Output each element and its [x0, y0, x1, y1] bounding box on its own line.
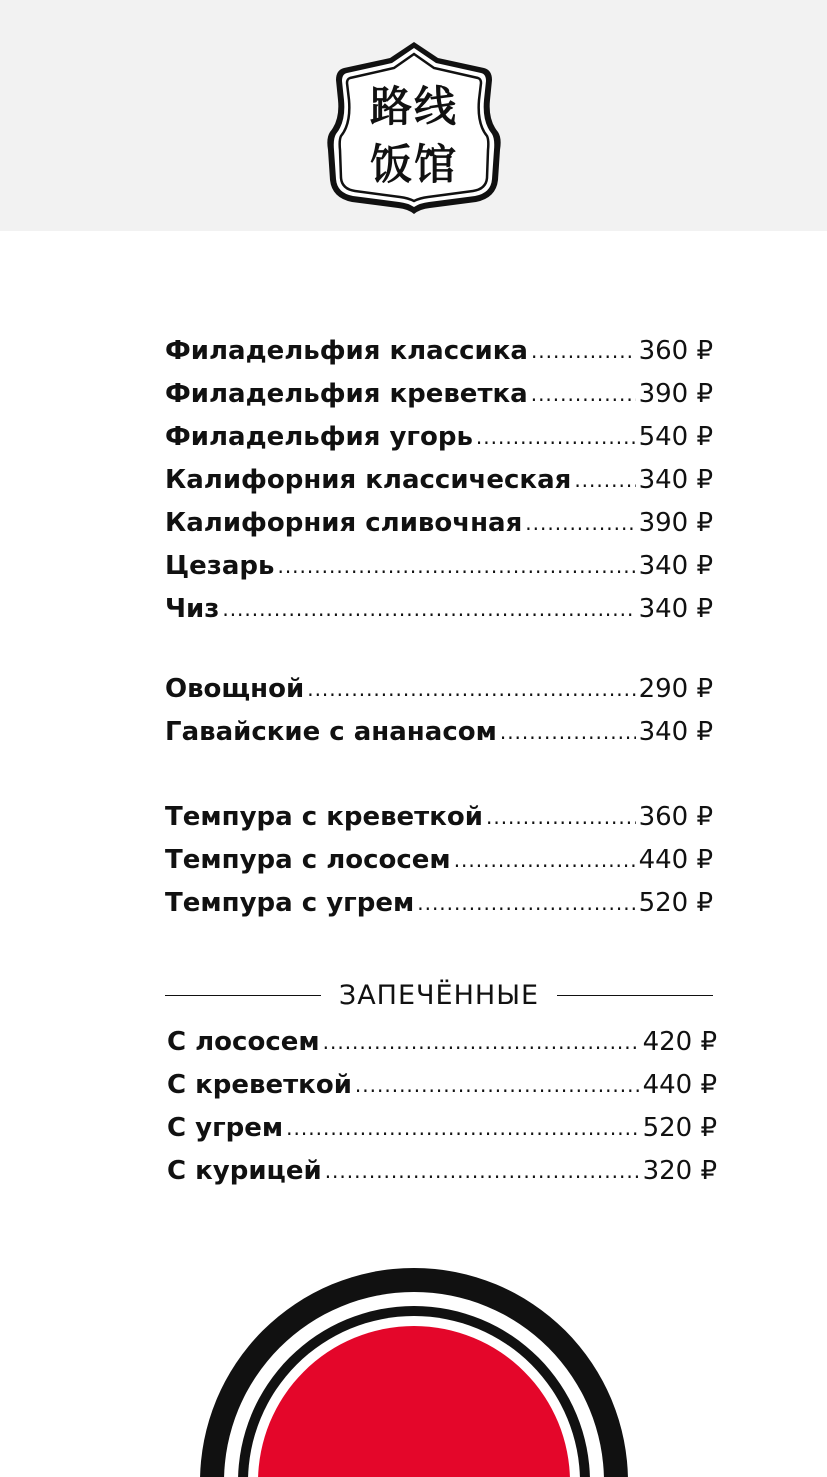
item-name: Овощной — [165, 674, 305, 704]
item-price: 390 ₽ — [638, 379, 713, 409]
item-price: 320 ₽ — [642, 1156, 717, 1186]
item-price: 290 ₽ — [638, 674, 713, 704]
item-price: 340 ₽ — [638, 551, 713, 581]
menu-item — [165, 796, 713, 839]
dot-leader — [454, 839, 636, 882]
item-name: Филадельфия креветка — [165, 379, 528, 409]
dot-leader — [277, 545, 635, 588]
menu-group-classic-rolls — [165, 330, 713, 631]
divider-left — [165, 995, 321, 996]
menu-item — [165, 588, 713, 631]
divider-right — [557, 995, 713, 996]
dot-leader — [476, 416, 636, 459]
menu-item — [165, 882, 713, 925]
dot-leader — [574, 459, 635, 502]
menu-item — [165, 839, 713, 882]
item-name: С угрем — [167, 1113, 284, 1143]
item-name: Темпура с угрем — [165, 888, 415, 918]
menu-group-baked — [167, 1021, 717, 1193]
item-name: Калифорния классическая — [165, 465, 572, 495]
item-name: Темпура с креветкой — [165, 802, 483, 832]
menu-item — [165, 416, 713, 459]
menu-group-other-rolls — [165, 668, 713, 754]
item-name: Цезарь — [165, 551, 275, 581]
dot-leader — [500, 711, 636, 754]
menu-group-tempura — [165, 796, 713, 925]
item-name: Филадельфия классика — [165, 336, 528, 366]
menu-item — [165, 502, 713, 545]
section-title: ЗАПЕЧЁННЫЕ — [338, 979, 540, 1011]
item-price: 340 ₽ — [638, 594, 713, 624]
dot-leader — [525, 502, 635, 545]
item-price: 360 ₽ — [638, 802, 713, 832]
item-price: 340 ₽ — [638, 465, 713, 495]
dot-leader — [531, 373, 636, 416]
menu-item — [167, 1150, 717, 1193]
dot-leader — [323, 1021, 640, 1064]
item-price: 520 ₽ — [638, 888, 713, 918]
menu-item — [167, 1064, 717, 1107]
item-price: 540 ₽ — [638, 422, 713, 452]
menu-item — [167, 1107, 717, 1150]
logo-text-line1: 路线 — [369, 82, 458, 131]
dot-leader — [531, 330, 636, 373]
item-price: 440 ₽ — [638, 845, 713, 875]
item-price: 520 ₽ — [642, 1113, 717, 1143]
menu-item — [165, 373, 713, 416]
dot-leader — [417, 882, 635, 925]
item-price: 440 ₽ — [642, 1070, 717, 1100]
restaurant-logo — [326, 40, 502, 216]
section-heading-baked — [165, 975, 713, 1015]
sun-emblem-graphic — [200, 1268, 628, 1477]
item-name: Чиз — [165, 594, 220, 624]
dot-leader — [307, 668, 635, 711]
item-price: 390 ₽ — [638, 508, 713, 538]
item-name: Темпура с лососем — [165, 845, 451, 875]
menu-item — [165, 668, 713, 711]
item-name: Калифорния сливочная — [165, 508, 523, 538]
menu-item — [165, 711, 713, 754]
dot-leader — [355, 1064, 640, 1107]
dot-leader — [325, 1150, 640, 1193]
dot-leader — [486, 796, 636, 839]
menu-item — [165, 330, 713, 373]
dot-leader — [286, 1107, 639, 1150]
menu-item — [165, 545, 713, 588]
dot-leader — [222, 588, 635, 631]
menu-item — [165, 459, 713, 502]
sun-emblem — [200, 1268, 628, 1477]
item-name: С креветкой — [167, 1070, 352, 1100]
menu-item — [167, 1021, 717, 1064]
item-price: 340 ₽ — [638, 717, 713, 747]
item-price: 420 ₽ — [642, 1027, 717, 1057]
item-name: Филадельфия угорь — [165, 422, 473, 452]
logo-text-line2: 饭馆 — [369, 140, 458, 189]
item-price: 360 ₽ — [638, 336, 713, 366]
item-name: С лососем — [167, 1027, 320, 1057]
item-name: Гавайские с ананасом — [165, 717, 497, 747]
item-name: С курицей — [167, 1156, 322, 1186]
